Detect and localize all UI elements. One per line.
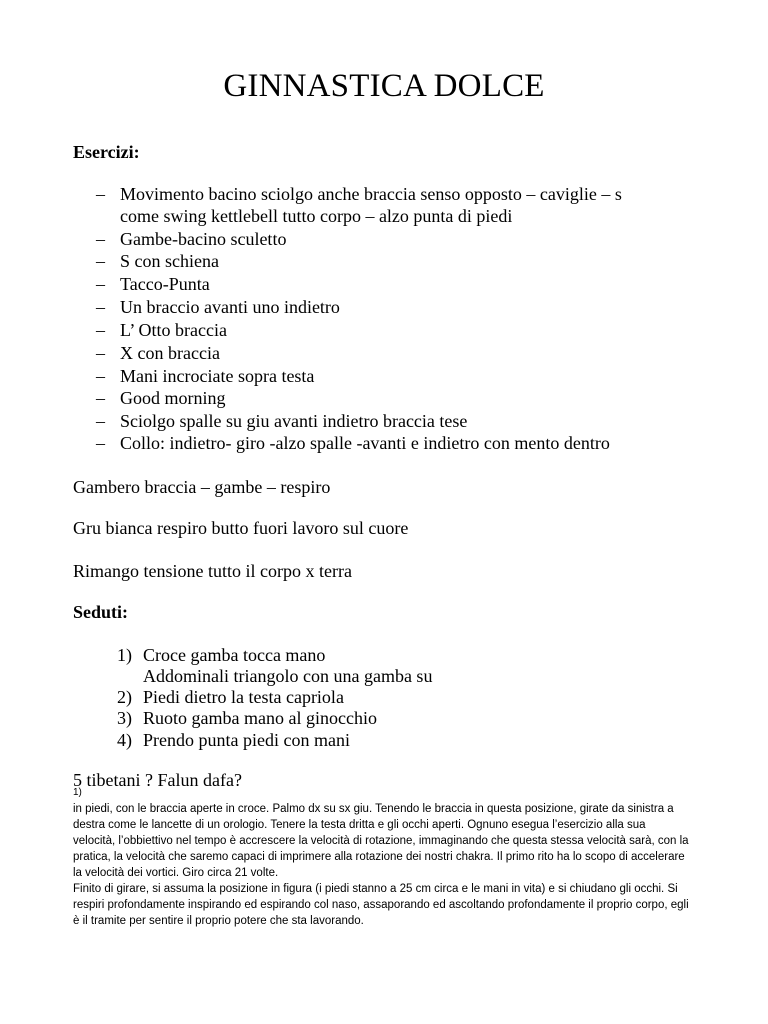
esercizi-item-line: Tacco-Punta bbox=[120, 274, 210, 294]
list-dash: – bbox=[96, 366, 105, 386]
esercizi-item-line: Un braccio avanti uno indietro bbox=[120, 297, 340, 317]
list-dash: – bbox=[96, 388, 105, 408]
tibetani-line: la velocità dei vortici. Giro circa 21 volte. bbox=[73, 867, 279, 879]
list-dash: – bbox=[96, 229, 105, 249]
paragraph-gambero: Gambero braccia – gambe – respiro bbox=[73, 477, 331, 497]
esercizi-item-line: Good morning bbox=[120, 388, 226, 408]
list-dash: – bbox=[96, 251, 105, 271]
tibetani-heading: 5 tibetani ? Falun dafa? bbox=[73, 770, 242, 790]
tibetani-number: 1) bbox=[73, 787, 82, 798]
list-dash: – bbox=[96, 274, 105, 294]
paragraph-tensione: Rimango tensione tutto il corpo x terra bbox=[73, 561, 352, 581]
list-dash: – bbox=[96, 343, 105, 363]
list-dash: – bbox=[96, 184, 105, 204]
esercizi-item-line: Collo: indietro- giro -alzo spalle -avanti e indietro con mento dentro bbox=[120, 433, 610, 453]
seduti-heading: Seduti: bbox=[73, 602, 129, 622]
list-dash: – bbox=[96, 411, 105, 431]
seduti-item-line: Addominali triangolo con una gamba su bbox=[143, 666, 433, 686]
seduti-item-number: 2) bbox=[117, 687, 132, 707]
seduti-item-line: Prendo punta piedi con mani bbox=[143, 730, 350, 750]
esercizi-item-line: Gambe-bacino sculetto bbox=[120, 229, 287, 249]
paragraph-gru-bianca: Gru bianca respiro butto fuori lavoro sul cuore bbox=[73, 518, 409, 538]
tibetani-line: è il tramite per sentire il proprio potere che sta lavorando. bbox=[73, 915, 364, 927]
esercizi-item-line: X con braccia bbox=[120, 343, 220, 363]
seduti-item-line: Piedi dietro la testa capriola bbox=[143, 687, 344, 707]
list-dash: – bbox=[96, 433, 105, 453]
list-dash: – bbox=[96, 297, 105, 317]
tibetani-line: Finito di girare, si assuma la posizione in figura (i piedi stanno a 25 cm circa e le mani in vita) e si chiudano gli occhi. Si bbox=[73, 883, 678, 895]
esercizi-item-line: Movimento bacino sciolgo anche braccia senso opposto – caviglie – s bbox=[120, 184, 622, 204]
seduti-item-line: Croce gamba tocca mano bbox=[143, 645, 326, 665]
seduti-item-line: Ruoto gamba mano al ginocchio bbox=[143, 708, 377, 728]
tibetani-line: pratica, la velocità che saremo capaci di imprimere alla rotazione dei nostri chakra. Il primo rito ha lo scopo di accelerare bbox=[73, 851, 685, 863]
esercizi-item-line: S con schiena bbox=[120, 251, 219, 271]
esercizi-item-line: come swing kettlebell tutto corpo – alzo punta di piedi bbox=[120, 206, 513, 226]
seduti-item-number: 3) bbox=[117, 708, 132, 728]
seduti-item-number: 1) bbox=[117, 645, 132, 665]
esercizi-heading: Esercizi: bbox=[73, 142, 140, 162]
esercizi-item-line: Mani incrociate sopra testa bbox=[120, 366, 315, 386]
list-dash: – bbox=[96, 320, 105, 340]
tibetani-line: velocità, l’obbiettivo nel tempo è accrescere la velocità di rotazione, immaginando che questa stessa velocità sarà, con la bbox=[73, 835, 689, 847]
esercizi-item-line: L’ Otto braccia bbox=[120, 320, 227, 340]
tibetani-line: respiri profondamente inspirando ed espirando col naso, assaporando ed ascoltando profondamente il proprio corpo, egli bbox=[73, 899, 689, 911]
tibetani-line: in piedi, con le braccia aperte in croce. Palmo dx su sx giu. Tenendo le braccia in questa posizione, girate da sinistra a bbox=[73, 803, 674, 815]
document-title: GINNASTICA DOLCE bbox=[223, 68, 545, 104]
tibetani-line: destra come le lancette di un orologio. Tenere la testa dritta e gli occhi aperti. Ognuno esegua l’esercizio alla sua bbox=[73, 819, 646, 831]
seduti-item-number: 4) bbox=[117, 730, 132, 750]
esercizi-item-line: Sciolgo spalle su giu avanti indietro braccia tese bbox=[120, 411, 468, 431]
